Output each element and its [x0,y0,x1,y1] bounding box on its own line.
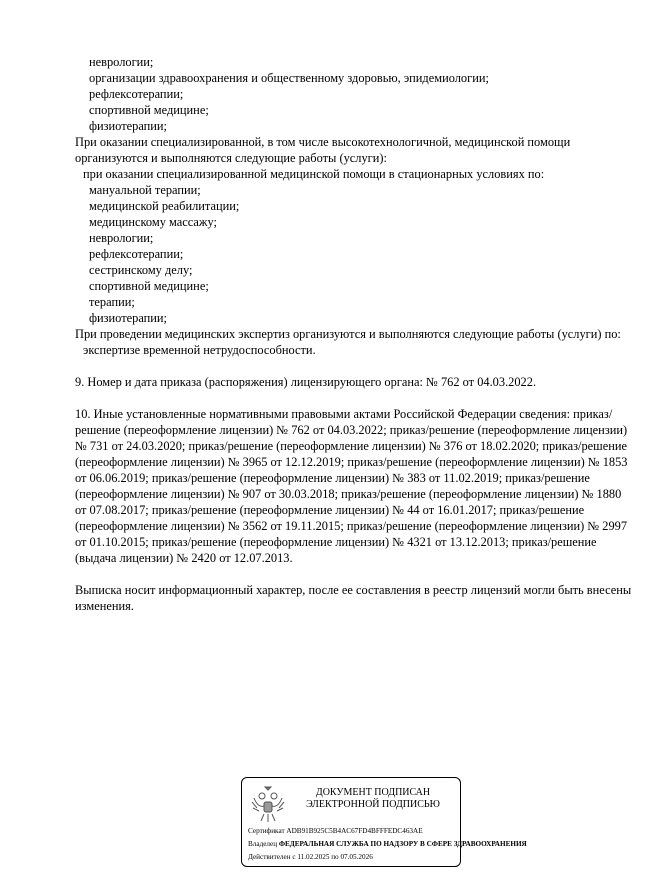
list-item: сестринскому делу; [89,263,193,277]
list-item: организации здравоохранения и общественному здоровью, эпидемиологии; [89,71,489,85]
list-item: физиотерапии; [89,311,167,325]
list-item: медицинской реабилитации; [89,199,240,213]
list-item: неврологии; [89,55,154,69]
other-info-paragraph: 10. Иные установленные нормативными правовыми актами Российской Федерации сведения: приказ/решение (переоформление лицензии) № 762 от 04.03.2022; приказ/решение (переоформление лицензии) № 731 от 24.03.2020; приказ/решение (переоформление лицензии) № 376 от 18.02.2020; приказ/решение (переоформление лицензии) № 3965 от 12.12.2019; приказ/решение (переоформление лицензии) № 1853 от 06.06.2019; приказ/решение (переоформление лицензии) № 383 от 11.02.2019; приказ/решение (переоформление лицензии) № 907 от 30.03.2018; приказ/решение (переоформление лицензии) № 1880 от 07.08.2017; приказ/решение (переоформление лицензии) № 44 от 16.01.2017; приказ/решение (переоформление лицензии) № 3562 от 19.11.2015; приказ/решение (переоформление лицензии) № 2997 от 01.10.2015; приказ/решение (переоформление лицензии) № 4321 от 13.12.2013; приказ/решение (выдача лицензии) № 2420 от 12.07.2013. [75,407,628,565]
stamp-owner: Владелец ФЕДЕРАЛЬНАЯ СЛУЖБА ПО НАДЗОРУ В СФЕРЕ ЗДРАВООХРАНЕНИЯ [248,840,527,848]
list-item: мануальной терапии; [89,183,201,197]
list-item: неврологии; [89,231,154,245]
list-item: спортивной медицине; [89,279,209,293]
list-item: спортивной медицине; [89,103,209,117]
list-item: терапии; [89,295,135,309]
document-body [75,54,635,614]
list-item: рефлексотерапии; [89,247,184,261]
notice-paragraph: Выписка носит информационный характер, после ее составления в реестр лицензий могли быть внесены изменения. [75,583,632,613]
coat-of-arms-icon [250,784,286,826]
list-item: медицинскому массажу; [89,215,217,229]
e-signature-stamp [241,777,527,867]
stamp-title: ДОКУМЕНТ ПОДПИСАН ЭЛЕКТРОННОЙ ПОДПИСЬЮ [306,787,440,810]
specialized-sub: при оказании специализированной медицинской помощи в стационарных условиях по: [83,167,545,181]
specialized-intro: При оказании специализированной, в том числе высокотехнологичной, медицинской помощи организуются и выполняются следующие работы (услуги): [75,135,571,165]
expertise-intro: При проведении медицинских экспертиз организуются и выполняются следующие работы (услуги) по: [75,327,621,341]
expertise-item: экспертизе временной нетрудоспособности. [83,343,316,357]
order-number-paragraph: 9. Номер и дата приказа (распоряжения) лицензирующего органа: № 762 от 04.03.2022. [75,375,537,389]
stamp-certificate: Сертификат ADB91B925C5B4AC67FD4BFFFEDC463AE [248,827,423,835]
list-item: физиотерапии; [89,119,167,133]
list-item: рефлексотерапии; [89,87,184,101]
stamp-validity: Действителен с 11.02.2025 по 07.05.2026 [248,853,373,861]
